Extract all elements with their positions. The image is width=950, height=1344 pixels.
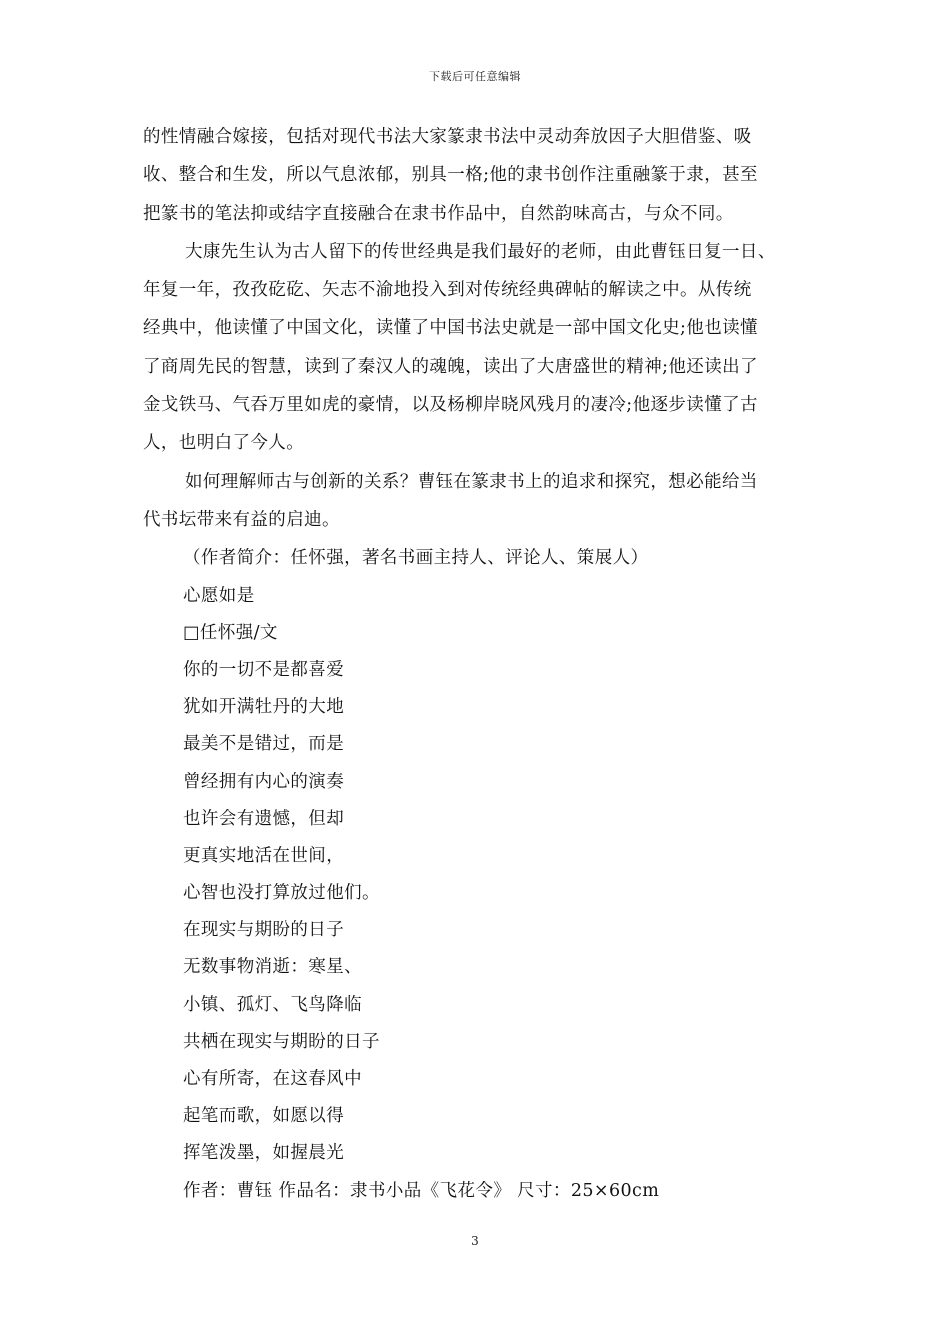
paragraph-line: 如何理解师古与创新的关系？曹钰在篆隶书上的追求和探究，想必能给当 [185,471,758,492]
poem [143,578,813,1173]
poem-line: 你的一切不是都喜爱 [183,659,345,680]
paragraph-line: 的性情融合嫁接，包括对现代书法大家篆隶书法中灵动奔放因子大胆借鉴、吸 [143,127,752,147]
paragraph-line: 了商周先民的智慧，读到了秦汉人的魂魄，读出了大唐盛世的精神;他还读出了 [143,356,758,377]
page-header: 下载后可任意编辑 [429,70,521,83]
author-note: （作者简介：任怀强，著名书画主持人、评论人、策展人） [183,548,649,569]
paragraph-line: 人，也明白了今人。 [143,433,305,454]
poem-line: 犹如开满牡丹的大地 [183,697,345,718]
poem-line: 小镇、孤灯、飞鸟降临 [183,994,362,1015]
paragraph-line: 大康先生认为古人留下的传世经典是我们最好的老师，由此曹钰日复一日、 [185,241,776,262]
poem-line: 更真实地活在世间， [183,845,345,866]
poem-title: 心愿如是 [183,585,255,606]
poem-line: 在现实与期盼的日子 [183,920,345,941]
document-body [143,118,813,1210]
page-number: 3 [471,1234,479,1248]
poem-line: 起笔而歌，如愿以得 [183,1106,345,1127]
paragraph-2 [143,233,813,463]
paragraph-line: 收、整合和生发，所以气息浓郁，别具一格;他的隶书创作注重融篆于隶，甚至 [143,165,758,186]
paragraph-line: 经典中，他读懂了中国文化，读懂了中国书法史就是一部中国文化史;他也读懂 [143,318,758,339]
poem-line: 曾经拥有内心的演奏 [183,771,345,792]
paragraph-line: 金戈铁马、气吞万里如虎的豪情，以及杨柳岸晓风残月的凄冷;他逐步读懂了古 [143,395,758,416]
poem-line: 最美不是错过，而是 [183,734,345,755]
paragraph-line: 年复一年，孜孜矻矻、矢志不渝地投入到对传统经典碑帖的解读之中。从传统 [143,280,752,301]
poem-line: 也许会有遗憾，但却 [183,808,345,829]
poem-line: 挥笔泼墨，如握晨光 [183,1143,345,1164]
artwork-caption: 作者：曹钰 作品名：隶书小品《飞花令》 尺寸：25×60cm [183,1180,660,1201]
paragraph-line: 代书坛带来有益的启迪。 [143,509,340,530]
poem-line: 共栖在现实与期盼的日子 [183,1031,380,1052]
paragraph-1 [143,118,813,233]
paragraph-3 [143,463,813,540]
poem-line: 无数事物消逝：寒星、 [183,957,362,978]
poem-line: 心智也没打算放过他们。 [183,883,380,904]
poem-byline: □任怀强/文 [183,622,278,643]
paragraph-line: 把篆书的笔法抑或结字直接融合在隶书作品中，自然韵味高古，与众不同。 [143,203,734,224]
poem-line: 心有所寄，在这春风中 [183,1069,362,1089]
